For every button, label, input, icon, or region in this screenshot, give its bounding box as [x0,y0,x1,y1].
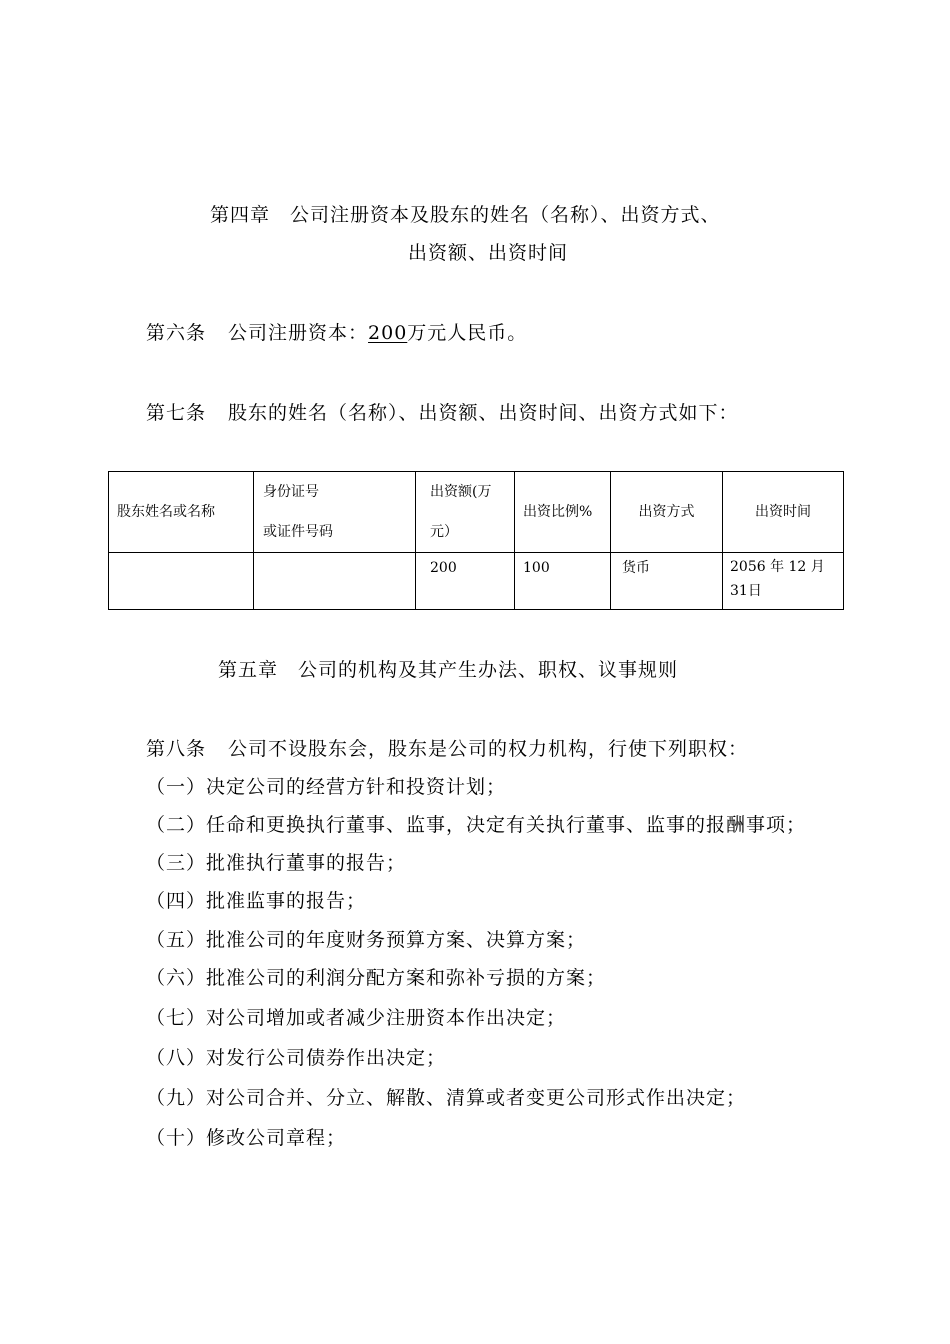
list-item: （七）对公司增加或者减少注册资本作出决定； [146,1007,567,1029]
cell-time-line1: 2056 年 12 月 [730,559,825,575]
cell-id [254,553,416,610]
cell-ratio: 100 [515,553,611,610]
registered-capital-amount: 200 [368,322,408,344]
chapter4-title-line1: 第四章 公司注册资本及股东的姓名（名称）、出资方式、 [210,204,721,226]
header-time: 出资时间 [723,472,844,553]
article7 [146,398,739,425]
list-item: （二）任命和更换执行董事、监事，决定有关执行董事、监事的报酬事项； [146,814,807,836]
article7-label: 第七条 [146,402,207,424]
list-item: （四）批准监事的报告； [146,890,367,912]
header-amount-line2: 元） [430,524,458,540]
table-row [109,553,844,610]
list-item: （九）对公司合并、分立、解散、清算或者变更公司形式作出决定； [146,1087,747,1109]
header-id-line2: 或证件号码 [263,524,333,540]
list-item: （五）批准公司的年度财务预算方案、决算方案； [146,929,587,951]
article6-text-before: 公司注册资本： [228,322,369,344]
header-amount [416,472,515,553]
chapter4-title-line2: 出资额、出资时间 [408,242,569,264]
header-method: 出资方式 [611,472,723,553]
chapter5-title: 第五章 公司的机构及其产生办法、职权、议事规则 [218,659,679,681]
list-item: （六）批准公司的利润分配方案和弥补亏损的方案； [146,967,607,989]
header-id-line1: 身份证号 [263,484,319,500]
article6-label: 第六条 [146,322,207,344]
header-id [254,472,416,553]
cell-amount: 200 [416,553,515,610]
list-item: （十）修改公司章程； [146,1127,347,1149]
list-item: （三）批准执行董事的报告； [146,852,407,874]
table-header-row [109,472,844,553]
cell-time [723,553,844,610]
cell-method: 货币 [611,553,723,610]
shareholder-table [108,471,844,610]
cell-time-line2: 31日 [730,583,762,599]
header-name: 股东姓名或名称 [109,472,254,553]
article8-text: 公司不设股东会，股东是公司的权力机构，行使下列职权： [228,738,749,760]
cell-name [109,553,254,610]
article6 [146,318,527,345]
article8 [146,734,748,761]
list-item: （一）决定公司的经营方针和投资计划； [146,776,507,798]
list-item: （八）对发行公司债券作出决定； [146,1047,447,1069]
article6-text-after: 万元人民币。 [407,322,528,344]
header-ratio: 出资比例% [515,472,611,553]
header-amount-line1: 出资额(万 [430,484,492,500]
article8-label: 第八条 [146,738,207,760]
article7-text: 股东的姓名（名称）、出资额、出资时间、出资方式如下： [228,402,739,424]
